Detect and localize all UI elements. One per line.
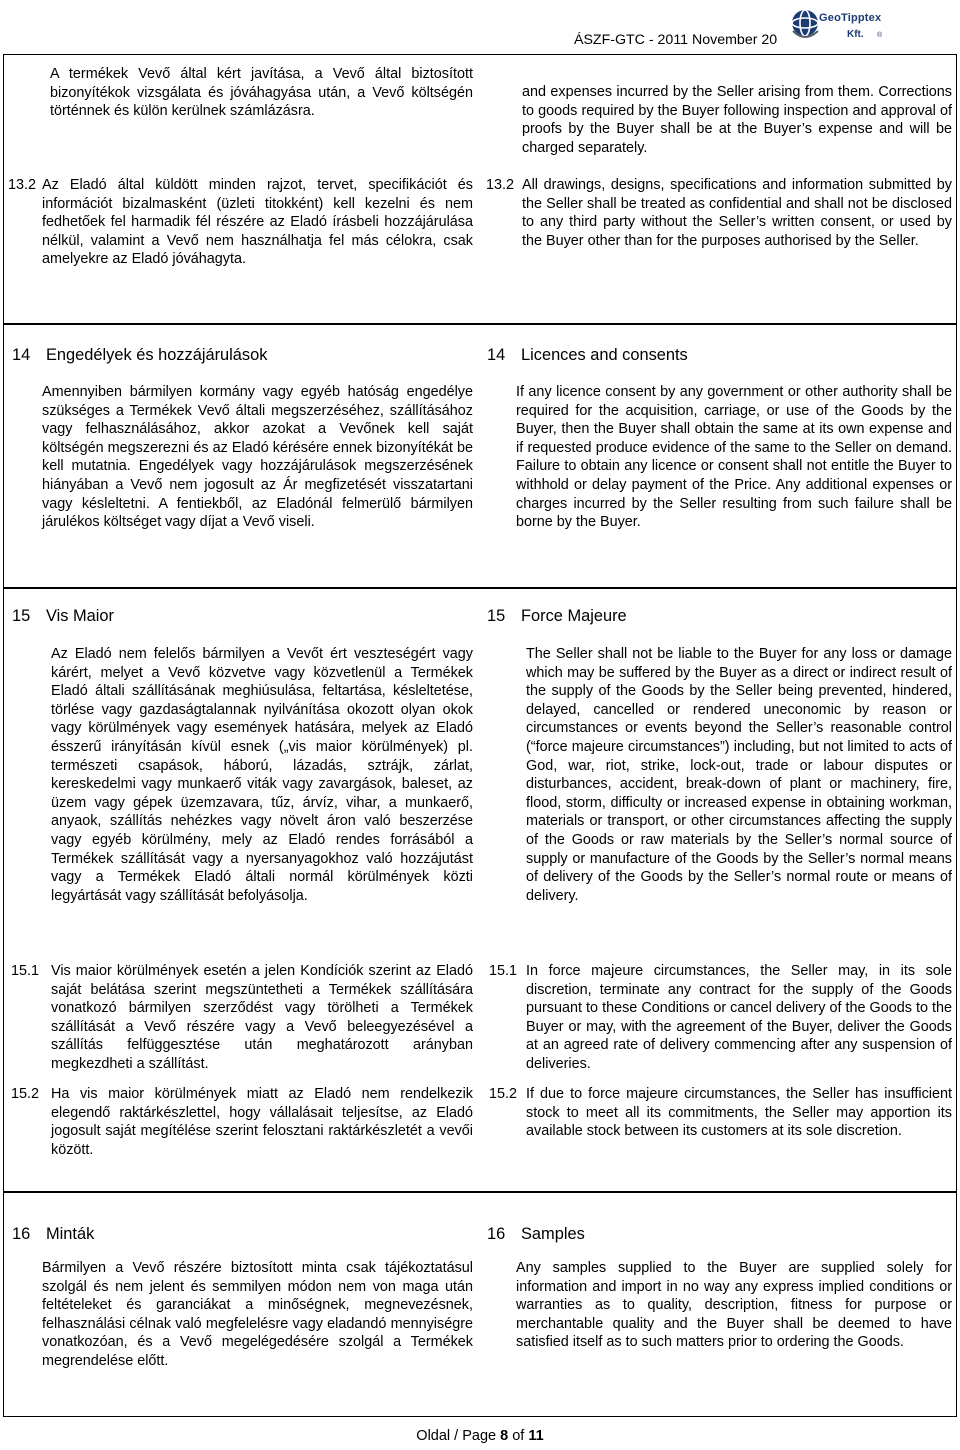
clause-number: 15.2 — [489, 1086, 518, 1102]
clause-13-2-hu — [8, 176, 473, 269]
logo-registered-mark: ® — [877, 32, 883, 39]
section-number: 16 — [12, 1225, 31, 1243]
clause-text: Az Eladó által küldött minden rajzot, tervet, specifikációt és információt bizalmasként (üzleti titokként) kell kezelni és nem fedhetőek fel harmadik fél részére az Eladó írásbeli hozzájárulása nélkül, valamint a Vevő nem használhatja fel más célokra, csak amelyekre az Eladó jóváhagyta. — [42, 177, 473, 268]
clause-15-2-en — [489, 1085, 952, 1141]
footer-prefix: Oldal / Page — [416, 1428, 501, 1444]
section-title: Force Majeure — [521, 607, 627, 625]
section-number: 16 — [487, 1225, 506, 1243]
globe-logo-icon — [791, 5, 821, 47]
clause-15-1-en — [489, 962, 952, 1074]
footer-of: of — [508, 1428, 529, 1444]
section-14-text-en: If any licence consent by any government or other authority shall be required for the acquisition, carriage, or use of the Goods by the Buyer, then the Buyer shall obtain the same at its own expense and if requested produce evidence of the same to the Seller on demand. Failure to obtain any licence or consent shall not entitle the Buyer to withhold or delay payment of the Price. Any additional expenses or charges incurred by the Seller resulting from such failure shall be borne by the Buyer. — [516, 384, 952, 531]
section-heading-hu — [12, 345, 267, 365]
clause-text: If due to force majeure circumstances, the Seller has insufficient stock to meet all its commitments, the Seller may apportion its available stock between its customers at its sole discretion. — [526, 1086, 952, 1140]
page-footer — [0, 1427, 960, 1445]
section-15-text-hu: Az Eladó nem felelős bármilyen a Vevőt ért veszteségért vagy kárért, melyet a Vevő közvetve vagy közvetlenül a Termékek Eladó általi szállításának meghiúsulása, feltartása, késleltetése, törlése vagy gazdaságtalannak nyilvánítása okozott olyan okok vagy körülmények vagy események hatására, melyek az Eladó ésszerű irányításán kívül esnek („vis maior körülmények) pl. természeti csapások, háború, lázadás, sztrájk, zárlat, kereskedelmi vagy munkaerő viták vagy zavargások, baleset, az üzem vagy gépek üzemzavara, tűz, árvíz, vihar, a munkaerő, anyaok, szállítás nehézkes vagy növelt áron való beszerzése vagy egyéb körülmény, mely az Eladó rendes forrásából a Termékek szállítását vagy a nyersanyagokhoz való hozzájutást vagy a Termékek Eladó általi normál körülmények közti legyártását vagy szállítását befolyásolja. — [51, 646, 473, 904]
section-16-text-hu: Bármilyen a Vevő részére biztosított minta csak tájékoztatásul szolgál és nem jelent és semmilyen módon nem von maga után feltételeket és garanciákat a minőségnek, megnevezésnek, felhasználási célnak való megfelelésre vagy eladandó mennyiségre vonatkozóan, és a Vevő megelégedésére szolgál a Termékek megrendelése előtt. — [42, 1260, 473, 1369]
section-title: Minták — [46, 1225, 95, 1243]
section-13-1-continuation-hu: A termékek Vevő által kért javítása, a Vevő által biztosított bizonyítékok vizsgálata és jóváhagyása után, a Vevő költségén történnek és külön kerülnek számlázásra. — [50, 66, 473, 120]
clause-number: 13.2 — [486, 177, 515, 193]
section-13-1-continuation-en: and expenses incurred by the Seller arising from them. Corrections to goods required by the Buyer following inspection and approval of proofs by the Buyer shall be at the Buyer’s expense and will be charged separately. — [522, 84, 952, 156]
clause-13-2-en — [486, 176, 952, 250]
section-16-text-en: Any samples supplied to the Buyer are supplied solely for information and import in no way any express implied conditions or warranties as to quality, description, fitness for purpose or merchantable quality and the Buyer shall be deemed to have satisfied itself as to such matters prior to ordering the Goods. — [516, 1260, 952, 1351]
section-15-band — [3, 588, 957, 1192]
section-heading-en — [487, 606, 627, 626]
section-13-band — [3, 54, 957, 324]
footer-page-total: 11 — [528, 1428, 544, 1444]
clause-text: In force majeure circumstances, the Seller may, in its sole discretion, terminate any contract for the supply of the Goods pursuant to these Conditions or cancel delivery of the Goods to the Buyer or may, with the agreement of the Buyer, deliver the Goods at an agreed rate of delivery commencing after any suspension of deliveries. — [526, 963, 952, 1072]
section-number: 14 — [487, 346, 506, 364]
section-title: Engedélyek és hozzájárulások — [46, 346, 268, 364]
section-heading-en — [487, 345, 688, 365]
clause-number: 15.2 — [11, 1086, 40, 1102]
clause-number: 15.1 — [489, 963, 518, 979]
logo-subtext: Kft. — [847, 29, 864, 40]
clause-text: All drawings, designs, specifications and information submitted by the Seller shall be treated as confidential and shall not be disclosed to any third party without the Seller’s written consent, or used by the Buyer other than for the purposes authorised by the Seller. — [522, 177, 952, 249]
section-title: Licences and consents — [521, 346, 688, 364]
clause-number: 13.2 — [8, 177, 37, 193]
section-number: 15 — [12, 607, 31, 625]
clause-15-2-hu — [11, 1085, 473, 1159]
section-heading-hu — [12, 606, 114, 626]
clause-text: Vis maior körülmények esetén a jelen Kondíciók szerint az Eladó saját belátása szerint megszüntetheti a Termékek szállítására vonatkozó bármilyen szerződést vagy törölheti a Termékek szállítását a Vevő részére vagy a Vevő beleegyezésével a szállítás felfüggesztése után meghatározott arányban megkezdheti a szállítást. — [51, 963, 473, 1072]
section-14-band — [3, 324, 957, 588]
section-15-text-en: The Seller shall not be liable to the Buyer for any loss or damage which may be suffered by the Buyer as a direct or indirect result of the supply of the Goods by the Seller being prevented, hindered, delayed, cancelled or rendered uneconomic by reason or circumstances or events beyond the Seller’s reasonable control (“force majeure circumstances”) including, but not limited to acts of God, war, riot, strike, lock-out, trade or labour disputes or disturbances, accident, break-down of plant or machinery, fire, flood, storm, difficulty or increased expense in obtaining workman, materials or transport, or other circumstances affecting the supply of the Goods or raw materials by the Seller’s normal source of supply or manufacture of the Goods by the Seller’s normal means of delivery of the Goods by the Seller’s normal route or means of delivery. — [526, 646, 952, 904]
section-heading-en — [487, 1224, 585, 1244]
section-heading-hu — [12, 1224, 94, 1244]
section-number: 14 — [12, 346, 31, 364]
section-16-band — [3, 1192, 957, 1417]
section-number: 15 — [487, 607, 506, 625]
clause-15-1-hu — [11, 962, 473, 1074]
section-title: Vis Maior — [46, 607, 115, 625]
clause-number: 15.1 — [11, 963, 40, 979]
section-14-text-hu: Amennyiben bármilyen kormány vagy egyéb hatóság engedélye szükséges a Termékek Vevő általi megszerzéséhez, szállításához vagy felhasználásához, akkor azokat a Vevőnek kell saját költségén megszerezni és az Eladó kérésére ennek bizonyítékát be kell mutatnia. Engedélyek vagy hozzájárulások megszerzésének hiányában a Vevő nem jogosult az Ár megfizetését visszatartani vagy késleltetni. A fentiekből, az Eladónál felmerülő bármilyen járulékos költséget vagy díjat a Vevő viseli. — [42, 384, 473, 531]
document-header-title: ÁSZF-GTC - 2011 November 20 — [574, 32, 778, 48]
logo-text: GeoTipptex — [819, 12, 882, 24]
clause-text: Ha vis maior körülmények miatt az Eladó nem rendelkezik elegendő raktárkészlettel, hogy vállalásait teljesítse, az Eladó jogosult saját megítélése szerint felosztani raktárkészletét a vevői között. — [51, 1086, 473, 1158]
footer-page-number: 8 — [500, 1428, 509, 1444]
company-logo — [791, 5, 887, 47]
section-title: Samples — [521, 1225, 585, 1243]
